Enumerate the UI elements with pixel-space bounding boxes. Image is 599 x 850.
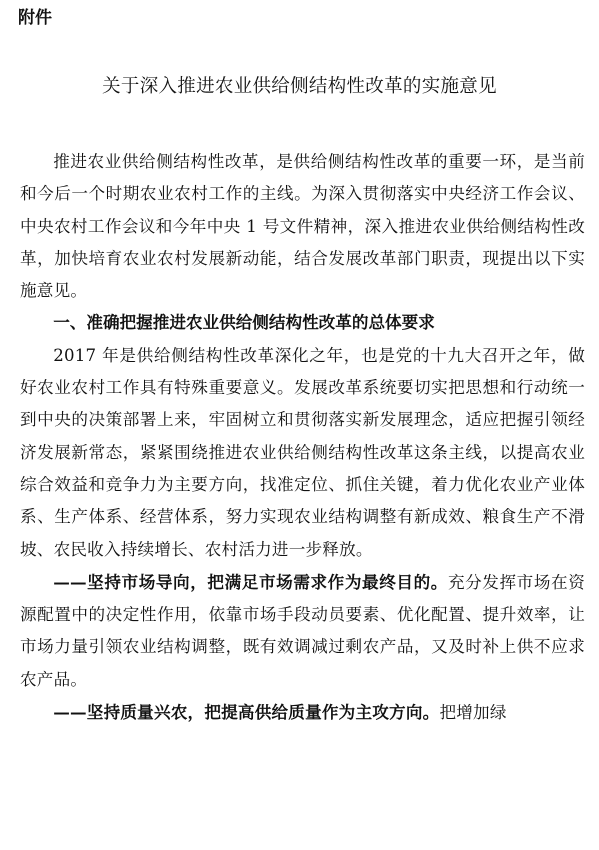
section-1-paragraph: 2017 年是供给侧结构性改革深化之年，也是党的十九大召开之年，做好农业农村工作具有特殊重要意义。发展改革系统要切实把思想和行动统一到中央的决策部署上来，牢固树立和贯彻落实新发展理念，适应把握引领经济发展新常态，紧紧围绕推进农业供给侧结构性改革这条主线，以提高农业综合效益和竞争力为主要方向，找准定位、抓住关键，着力优化农业产业体系、生产体系、经营体系，努力实现农业结构调整有新成效、粮食生产不滑坡、农民收入持续增长、农村活力进一步释放。	[20, 345, 585, 559]
principle-2-lead: ——坚持质量兴农，把提高供给质量作为主攻方向。	[53, 702, 440, 723]
principle-1-paragraph	[20, 566, 585, 696]
document-title: 关于深入推进农业供给侧结构性改革的实施意见	[102, 76, 497, 97]
intro-paragraph: 推进农业供给侧结构性改革，是供给侧结构性改革的重要一环，是当前和今后一个时期农业农村工作的主线。为深入贯彻落实中央经济工作会议、中央农村工作会议和今年中央 1 号文件精神，深入推进农业供给侧结构性改革，加快培育农业农村发展新动能，结合发展改革部门职责，现提出以下实施意见。	[20, 152, 585, 301]
principle-1-lead: ——坚持市场导向，把满足市场需求作为最终目的。	[53, 571, 448, 592]
principle-2-text: 把增加绿	[439, 703, 507, 723]
principle-2-paragraph	[20, 696, 585, 729]
principle-1-text: 充分发挥市场在资源配置中的决定性作用，依靠市场手段动员要素、优化配置、提升效率，让市场力量引领农业结构调整，既有效调减过剩农产品，又及时补上供不应求农产品。	[20, 572, 585, 689]
document-body	[20, 146, 585, 729]
section-1-heading: 一、准确把握推进农业供给侧结构性改革的总体要求	[53, 313, 435, 333]
attachment-label: 附件	[18, 8, 52, 28]
